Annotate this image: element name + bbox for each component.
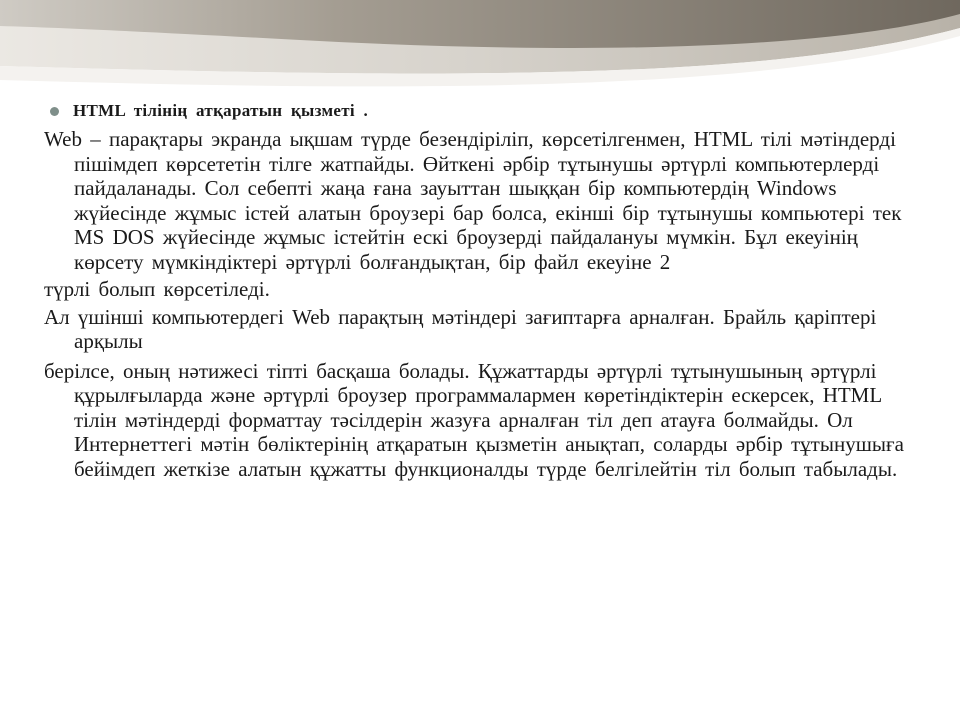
paragraph-2: түрлі болып көрсетіледі. [44,277,270,301]
paragraph-4: берілсе, оның нәтижесі тіпті басқаша болады. Құжаттарды әртүрлі тұтынушының әртүрлі құрылғыларда және әртүрлі броузер программалармен көретіндіктерін ескерсек, HTML тілін мәтіндерді форматтау тәсілдерін жазуға арналған тіл деп атауға болмайды. Ол Интернеттегі мәтін бөліктерінің атқаратын қызметін анықтап, соларды әрбір тұтынушыға бейімдеп жеткізе алатын құжатты функционалды түрде белгілейтін тіл болып табылады. [44,358,904,481]
bullet-dot-icon [50,107,59,116]
slide-content [44,98,924,481]
paragraph-3: Ал үшінші компьютердегі Web парақтың мәтіндері зағиптарға арналған. Брайль қаріптері арқылы [44,304,877,353]
paragraph-1: Web – парақтары экранда ықшам түрде безендіріліп, көрсетілгенмен, HTML тілі мәтіндерді пішімдеп көрсететін тілге жатпайды. Өйткені әрбір тұтынушы әртүрлі компьютерлерді пайдаланады. Сол себепті жаңа ғана зауыттан шыққан бір компьютердің Windows жүйесінде жұмыс істей алатын броузері бар болса, екінші бір тұтынушы компьютері тек MS DOS жүйесінде жұмыс істейтін ескі броузерді пайдалануы мүмкін. Бұл екеуінің көрсету мүмкіндіктері әртүрлі болғандықтан, бір файл екеуіне 2 [44,127,902,274]
header-swoosh-decoration [0,0,960,110]
heading-bullet-line [50,98,924,124]
slide-heading: HTML тілінің атқаратын қызметі . [73,101,369,120]
